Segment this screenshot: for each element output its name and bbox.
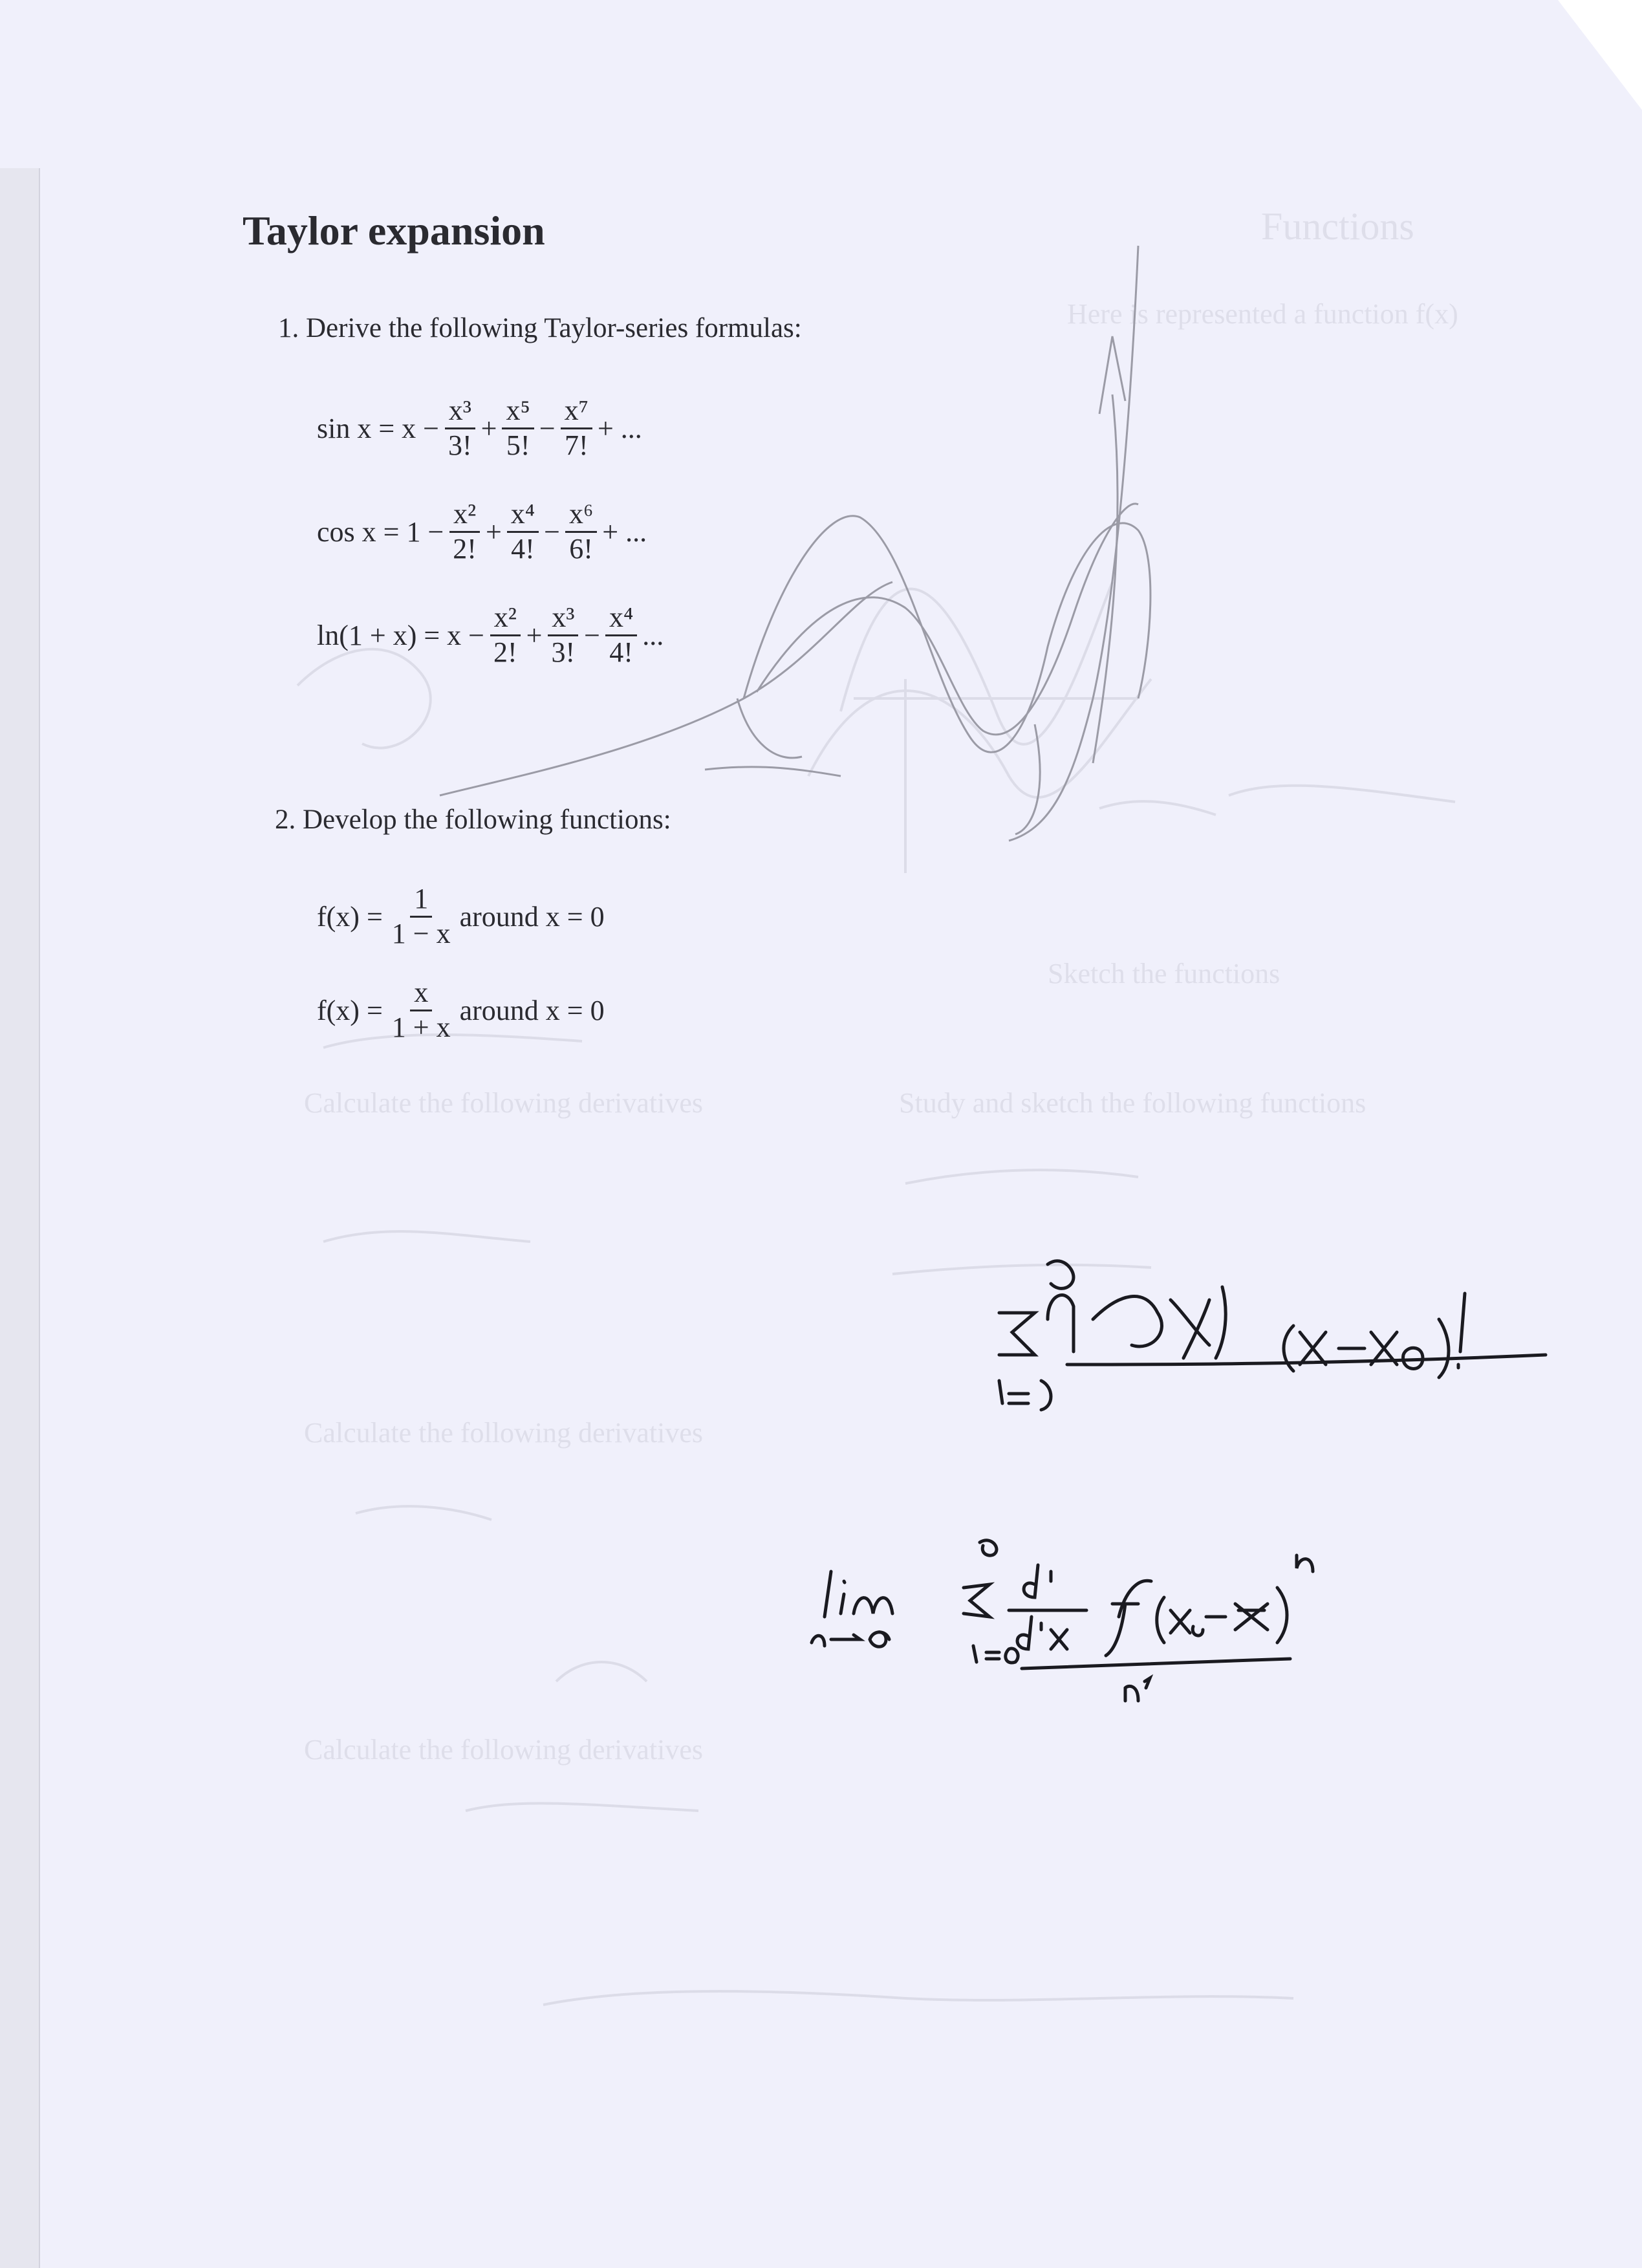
numerator-d	[1024, 1565, 1051, 1597]
handwriting-1-f	[1093, 1297, 1161, 1346]
svg-text:Calculate the following deriva: Calculate the following derivatives	[304, 1417, 704, 1449]
cos-term-2-num: x⁴	[507, 498, 539, 533]
ln-term-3-den: 4!	[609, 636, 633, 668]
sin-op-3: + ...	[597, 412, 642, 444]
func-x	[1171, 1610, 1190, 1633]
ln-term-1-num: x²	[490, 601, 521, 636]
problem-1-text: 1. Derive the following Taylor-series formulas:	[278, 313, 802, 343]
function-2-lhs: f(x) =	[317, 994, 383, 1026]
sketch-curve-2	[744, 516, 1150, 752]
sin-op-2: −	[539, 412, 556, 444]
fraction-bar	[1022, 1659, 1290, 1669]
lim-l	[825, 1571, 831, 1617]
denominator-n-factorial	[1125, 1678, 1150, 1701]
handwriting-1-d	[1048, 1295, 1074, 1352]
svg-text:Calculate the following deriva: Calculate the following derivatives	[304, 1087, 704, 1119]
sin-term-1-den: 3!	[448, 429, 472, 461]
ln-op-3: ...	[642, 619, 664, 651]
sketch-arrow	[705, 767, 841, 776]
handwriting-1-paren	[1216, 1287, 1226, 1358]
ln-lhs: ln(1 + x) = x −	[317, 619, 484, 651]
func-lparen	[1157, 1597, 1164, 1643]
ink-handwriting-2	[812, 1540, 1313, 1701]
function-2-num: x	[410, 977, 432, 1011]
svg-text:Calculate the following deriva: Calculate the following derivatives	[304, 1734, 704, 1766]
pencil-sketch	[440, 246, 1150, 841]
handwriting-1-rparen	[1439, 1319, 1449, 1377]
cos-term-2-den: 4!	[511, 532, 535, 565]
problem-2-text: 2. Develop the following functions:	[275, 805, 671, 835]
function-1-around: around x = 0	[459, 900, 605, 933]
sin-term-2-num: x⁵	[502, 394, 534, 429]
ink-handwriting-1	[999, 1261, 1546, 1410]
sin-term-3-den: 7!	[564, 429, 589, 461]
lim-i	[841, 1581, 845, 1614]
sketch-curve-6	[1093, 394, 1118, 763]
sin-term-1-num: x³	[445, 394, 475, 429]
func-f	[1106, 1581, 1151, 1656]
ln-term-1-den: 2!	[493, 636, 517, 668]
sketch-curve-3	[757, 504, 1138, 735]
function-1-num: 1	[410, 883, 432, 918]
sin-term-3-num: x⁷	[561, 394, 592, 429]
sigma-2-index	[973, 1646, 1018, 1663]
sigma-1	[999, 1313, 1035, 1355]
function-1-den: 1 − x	[391, 917, 451, 949]
ln-term-3-num: x⁴	[605, 601, 637, 636]
function-2-den: 1 + x	[391, 1011, 451, 1043]
func-rparen	[1277, 1588, 1287, 1643]
handwriting-1-x3	[1300, 1332, 1326, 1365]
sketch-curve-5	[737, 698, 802, 758]
cos-op-2: −	[544, 515, 560, 548]
ln-term-2-den: 3!	[551, 636, 576, 668]
denominator-d	[1017, 1617, 1067, 1649]
cos-term-3-num: x⁶	[565, 498, 597, 533]
func-sub-zero	[1193, 1626, 1203, 1636]
handwriting-1-index	[999, 1381, 1051, 1410]
page-title: Taylor expansion	[243, 208, 545, 254]
cos-term-3-den: 6!	[569, 532, 593, 565]
svg-text:Here is represented a function: Here is represented a function f(x)	[1067, 298, 1458, 330]
cos-term-1-num: x²	[449, 498, 480, 533]
svg-text:Study and sketch the following: Study and sketch the following functions	[899, 1087, 1367, 1119]
cos-lhs: cos x = 1 −	[317, 515, 444, 548]
lim-subscript	[812, 1632, 889, 1647]
cos-op-3: + ...	[602, 515, 647, 548]
sketch-curve-8	[1015, 724, 1040, 834]
sin-term-2-den: 5!	[506, 429, 530, 461]
handwriting-1-x2	[1183, 1300, 1209, 1358]
sketch-curve-1	[1009, 246, 1138, 841]
func-crossed	[1235, 1604, 1268, 1630]
svg-text:Functions: Functions	[1261, 205, 1414, 248]
ln-op-2: −	[584, 619, 600, 651]
sin-op-1: +	[481, 412, 497, 444]
sigma-2	[964, 1584, 989, 1617]
ln-op-1: +	[526, 619, 543, 651]
lim-m	[854, 1598, 892, 1614]
svg-text:Sketch the functions: Sketch the functions	[1048, 958, 1280, 989]
handwriting-1-x	[1171, 1300, 1209, 1345]
exponent-n	[1297, 1555, 1313, 1571]
function-1-lhs: f(x) =	[317, 900, 383, 933]
ln-term-2-num: x³	[548, 601, 578, 636]
sigma-2-top	[980, 1540, 997, 1556]
cos-term-1-den: 2!	[453, 532, 477, 565]
handwriting-1-infinity	[1048, 1261, 1074, 1289]
function-2-around: around x = 0	[459, 994, 605, 1026]
cos-op-1: +	[485, 515, 502, 548]
sin-lhs: sin x = x −	[317, 412, 439, 444]
